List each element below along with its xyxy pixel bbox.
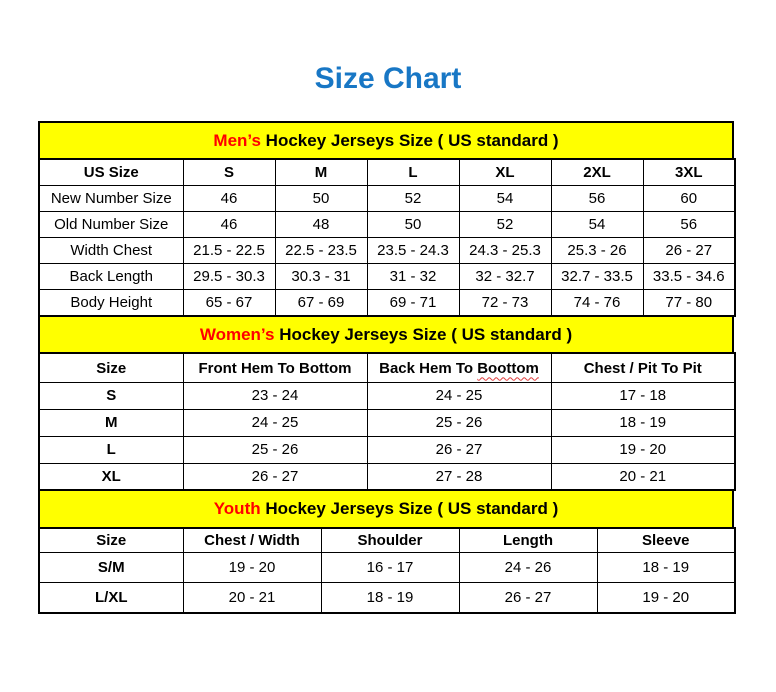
youth-size-table [38, 527, 736, 614]
womens-highlight-word: Women’s [199, 324, 275, 344]
table-row [39, 212, 735, 238]
size-value-cell: 20 - 21 [551, 463, 735, 490]
header-cell [367, 353, 551, 382]
header-cell: L [367, 159, 459, 186]
size-value-cell: 72 - 73 [459, 290, 551, 316]
size-value-cell: 26 - 27 [459, 583, 597, 613]
size-value-cell: 54 [551, 212, 643, 238]
size-value-cell: 26 - 27 [643, 238, 735, 264]
womens-header-row [39, 353, 735, 382]
table-row [39, 463, 735, 490]
size-value-cell: 24 - 25 [183, 409, 367, 436]
size-value-cell: 33.5 - 34.6 [643, 264, 735, 290]
row-label-cell: L/XL [39, 583, 183, 613]
size-value-cell: 30.3 - 31 [275, 264, 367, 290]
size-value-cell: 74 - 76 [551, 290, 643, 316]
size-value-cell: 32.7 - 33.5 [551, 264, 643, 290]
header-cell: Size [39, 353, 183, 382]
header-cell: Chest / Width [183, 528, 321, 553]
mens-section-banner [38, 121, 734, 160]
table-row [39, 382, 735, 409]
size-value-cell: 48 [275, 212, 367, 238]
size-value-cell: 23 - 24 [183, 382, 367, 409]
row-label-cell: S [39, 382, 183, 409]
size-value-cell: 25.3 - 26 [551, 238, 643, 264]
size-value-cell: 22.5 - 23.5 [275, 238, 367, 264]
size-value-cell: 19 - 20 [183, 553, 321, 583]
mens-banner-text: Hockey Jerseys Size ( US standard ) [260, 130, 559, 150]
size-value-cell: 18 - 19 [321, 583, 459, 613]
size-value-cell: 69 - 71 [367, 290, 459, 316]
size-value-cell: 54 [459, 186, 551, 212]
size-value-cell: 23.5 - 24.3 [367, 238, 459, 264]
size-value-cell: 26 - 27 [183, 463, 367, 490]
row-label-cell: Back Length [39, 264, 183, 290]
header-text: Back Hem To [379, 359, 478, 377]
size-value-cell: 50 [275, 186, 367, 212]
size-value-cell: 19 - 20 [551, 436, 735, 463]
table-row [39, 583, 735, 613]
page-title: Size Chart [314, 62, 462, 95]
header-cell: Chest / Pit To Pit [551, 353, 735, 382]
row-label-cell: L [39, 436, 183, 463]
size-value-cell: 60 [643, 186, 735, 212]
size-value-cell: 21.5 - 22.5 [183, 238, 275, 264]
youth-banner-text: Hockey Jerseys Size ( US standard ) [260, 499, 559, 519]
size-value-cell: 52 [367, 186, 459, 212]
table-row [39, 290, 735, 316]
size-value-cell: 18 - 19 [551, 409, 735, 436]
table-row [39, 264, 735, 290]
size-value-cell: 46 [183, 186, 275, 212]
row-label-cell: M [39, 409, 183, 436]
size-value-cell: 26 - 27 [367, 436, 551, 463]
size-value-cell: 24 - 26 [459, 553, 597, 583]
header-cell: 2XL [551, 159, 643, 186]
size-value-cell: 31 - 32 [367, 264, 459, 290]
size-value-cell: 77 - 80 [643, 290, 735, 316]
mens-header-row [39, 159, 735, 186]
mens-size-table [38, 158, 736, 317]
header-cell: Sleeve [597, 528, 735, 553]
header-cell: Size [39, 528, 183, 553]
size-value-cell: 32 - 32.7 [459, 264, 551, 290]
row-label-cell: New Number Size [39, 186, 183, 212]
size-value-cell: 52 [459, 212, 551, 238]
row-label-cell: Body Height [39, 290, 183, 316]
size-value-cell: 20 - 21 [183, 583, 321, 613]
youth-highlight-word: Youth [213, 499, 261, 519]
mens-highlight-word: Men’s [213, 130, 261, 150]
size-value-cell: 56 [551, 186, 643, 212]
size-value-cell: 24.3 - 25.3 [459, 238, 551, 264]
size-value-cell: 18 - 19 [597, 553, 735, 583]
size-value-cell: 67 - 69 [275, 290, 367, 316]
header-cell: XL [459, 159, 551, 186]
womens-size-table [38, 352, 736, 491]
misspelled-word-squiggle: Boottom [477, 359, 539, 377]
womens-section-banner [38, 315, 734, 354]
size-value-cell: 50 [367, 212, 459, 238]
header-cell: S [183, 159, 275, 186]
size-value-cell: 19 - 20 [597, 583, 735, 613]
size-value-cell: 56 [643, 212, 735, 238]
size-value-cell: 65 - 67 [183, 290, 275, 316]
size-value-cell: 17 - 18 [551, 382, 735, 409]
header-cell: Front Hem To Bottom [183, 353, 367, 382]
table-row [39, 186, 735, 212]
row-label-cell: S/M [39, 553, 183, 583]
size-value-cell: 25 - 26 [183, 436, 367, 463]
size-value-cell: 29.5 - 30.3 [183, 264, 275, 290]
header-cell: M [275, 159, 367, 186]
youth-section-banner [38, 489, 734, 528]
table-row [39, 409, 735, 436]
table-row [39, 238, 735, 264]
size-value-cell: 16 - 17 [321, 553, 459, 583]
size-value-cell: 46 [183, 212, 275, 238]
size-value-cell: 27 - 28 [367, 463, 551, 490]
row-label-cell: Width Chest [39, 238, 183, 264]
size-value-cell: 24 - 25 [367, 382, 551, 409]
size-value-cell: 25 - 26 [367, 409, 551, 436]
header-cell: 3XL [643, 159, 735, 186]
womens-banner-text: Hockey Jerseys Size ( US standard ) [274, 324, 573, 344]
row-label-cell: Old Number Size [39, 212, 183, 238]
size-chart [38, 121, 734, 614]
row-label-cell: XL [39, 463, 183, 490]
youth-header-row [39, 528, 735, 553]
table-row [39, 436, 735, 463]
header-cell: Shoulder [321, 528, 459, 553]
table-row [39, 553, 735, 583]
header-cell: Length [459, 528, 597, 553]
header-cell: US Size [39, 159, 183, 186]
